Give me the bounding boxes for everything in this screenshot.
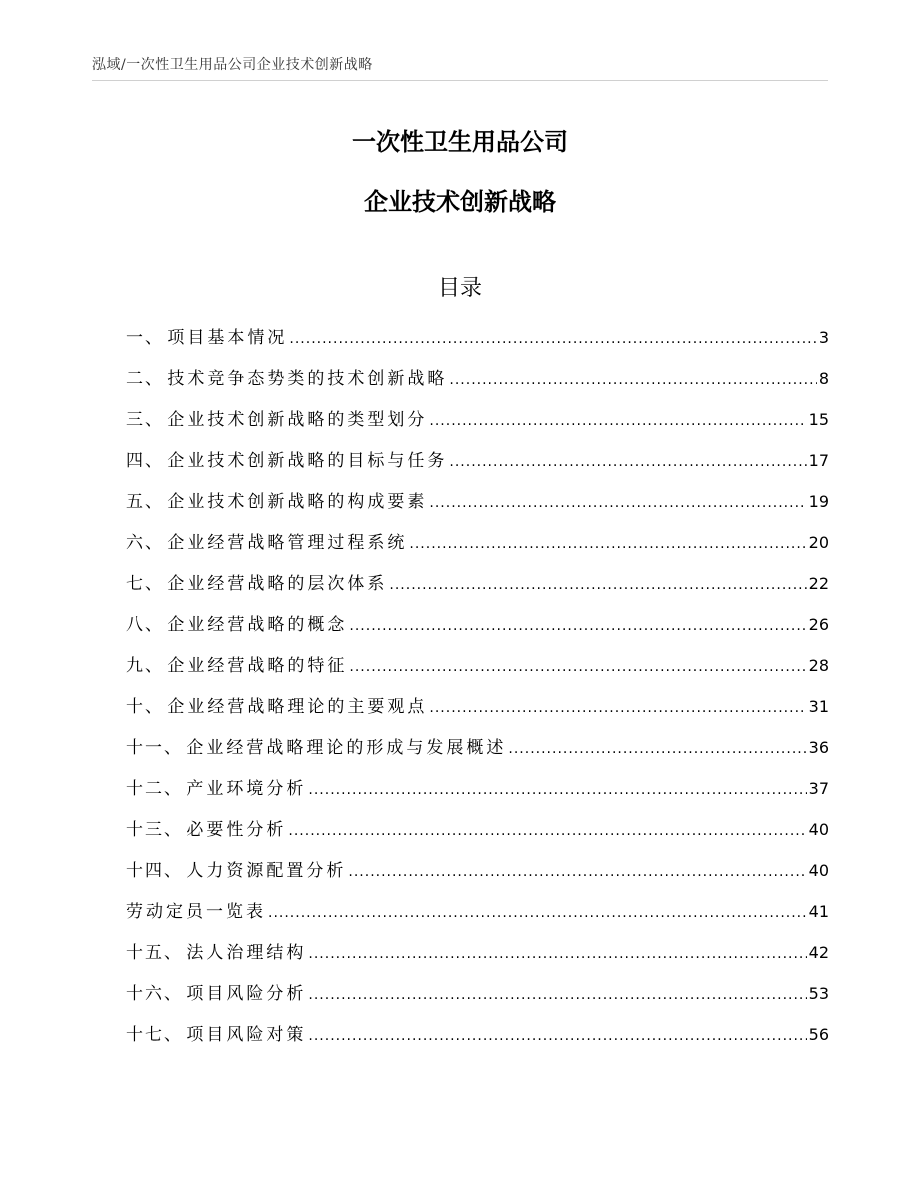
toc-entry-separator: 、 xyxy=(145,369,168,389)
toc-entry-separator: 、 xyxy=(164,861,187,881)
toc-dot-leader xyxy=(308,1019,806,1053)
toc-entry[interactable] xyxy=(126,690,829,731)
toc-entry-number: 六 xyxy=(126,533,145,553)
toc-entry-number: 十五 xyxy=(126,943,164,963)
running-header: 泓域/一次性卫生用品公司企业技术创新战略 xyxy=(92,57,373,73)
toc-entry[interactable] xyxy=(126,936,829,977)
toc-dot-leader xyxy=(409,527,806,561)
toc-entry-number: 四 xyxy=(126,451,145,471)
document-title-line1: 一次性卫生用品公司 xyxy=(352,128,568,156)
toc-entry-separator: 、 xyxy=(145,451,168,471)
toc-entry-page: 8 xyxy=(818,369,829,388)
toc-entry[interactable] xyxy=(126,649,829,690)
toc-entry-page: 19 xyxy=(808,492,829,511)
toc-entry-page: 22 xyxy=(808,574,829,593)
toc-entry-title: 企业经营战略理论的形成与发展概述 xyxy=(186,738,507,758)
toc-entry[interactable] xyxy=(126,526,829,567)
toc-entry-separator: 、 xyxy=(145,410,168,430)
toc-entry[interactable] xyxy=(126,567,829,608)
toc-entry-number: 十四 xyxy=(126,861,164,881)
toc-dot-leader xyxy=(268,896,807,930)
toc-entry[interactable] xyxy=(126,977,829,1018)
toc-dot-leader xyxy=(349,609,806,643)
toc-entry-page: 15 xyxy=(808,410,829,429)
toc-dot-leader xyxy=(348,855,806,889)
toc-dot-leader xyxy=(349,650,806,684)
toc-entry-number: 七 xyxy=(126,574,145,594)
toc-entry-number: 十七 xyxy=(126,1025,164,1045)
toc-entry[interactable] xyxy=(126,772,829,813)
toc-entry-separator: 、 xyxy=(145,656,168,676)
toc-entry-separator: 、 xyxy=(145,574,168,594)
toc-entry-number: 九 xyxy=(126,656,145,676)
toc-entry-title: 产业环境分析 xyxy=(186,779,307,799)
toc-dot-leader xyxy=(308,978,806,1012)
toc-entry[interactable] xyxy=(126,362,829,403)
toc-entry-separator: 、 xyxy=(164,820,187,840)
toc-entry[interactable] xyxy=(126,485,829,526)
toc-dot-leader xyxy=(389,568,806,602)
toc-entry-separator: 、 xyxy=(164,943,187,963)
toc-entry-number: 十 xyxy=(126,697,145,717)
toc-entry-separator: 、 xyxy=(145,615,168,635)
toc-entry-title: 企业技术创新战略的目标与任务 xyxy=(167,451,448,471)
toc-entry-title: 企业经营战略理论的主要观点 xyxy=(167,697,428,717)
toc-entry-separator: 、 xyxy=(145,533,168,553)
toc-entry-number: 十三 xyxy=(126,820,164,840)
toc-entry-page: 26 xyxy=(808,615,829,634)
toc-entry[interactable] xyxy=(126,403,829,444)
toc-dot-leader xyxy=(308,937,806,971)
toc-dot-leader xyxy=(288,814,806,848)
toc-entry-separator: 、 xyxy=(145,697,168,717)
toc-entry-title: 项目风险对策 xyxy=(186,1025,307,1045)
toc-entry-separator: 、 xyxy=(145,492,168,512)
toc-dot-leader xyxy=(449,445,806,479)
toc-entry-page: 40 xyxy=(808,861,829,880)
toc-entry-number: 十六 xyxy=(126,984,164,1004)
toc-entry[interactable] xyxy=(126,854,829,895)
toc-entry-separator: 、 xyxy=(164,738,187,758)
toc-entry-title: 企业经营战略管理过程系统 xyxy=(167,533,408,553)
toc-entry[interactable] xyxy=(126,608,829,649)
toc-entry-separator: 、 xyxy=(164,779,187,799)
toc-heading: 目录 xyxy=(437,276,482,301)
toc-entry-separator: 、 xyxy=(164,1025,187,1045)
toc-entry-title: 企业经营战略的特征 xyxy=(167,656,348,676)
document-title-line2: 企业技术创新战略 xyxy=(364,188,556,216)
header-divider xyxy=(92,80,828,81)
toc-entry[interactable] xyxy=(126,1018,829,1059)
toc-entry-page: 36 xyxy=(808,738,829,757)
toc-entry-page: 17 xyxy=(808,451,829,470)
toc-entry-title: 必要性分析 xyxy=(186,820,287,840)
toc-entry-page: 40 xyxy=(808,820,829,839)
toc-dot-leader xyxy=(508,732,806,766)
toc-entry-title: 项目基本情况 xyxy=(167,328,288,348)
toc-entry[interactable] xyxy=(126,895,829,936)
toc-entry-page: 31 xyxy=(808,697,829,716)
toc-dot-leader xyxy=(308,773,806,807)
toc-entry-page: 53 xyxy=(808,984,829,1003)
toc-entry-number: 三 xyxy=(126,410,145,430)
toc-entry-title: 技术竞争态势类的技术创新战略 xyxy=(167,369,448,389)
toc-dot-leader xyxy=(429,404,806,438)
toc-dot-leader xyxy=(429,691,806,725)
toc-entry-number: 一 xyxy=(126,328,145,348)
toc-dot-leader xyxy=(289,322,816,356)
toc-entry-number: 二 xyxy=(126,369,145,389)
toc-entry-number: 十一 xyxy=(126,738,164,758)
toc-entry-page: 20 xyxy=(808,533,829,552)
toc-entry[interactable] xyxy=(126,731,829,772)
toc-dot-leader xyxy=(449,363,816,397)
toc-entry[interactable] xyxy=(126,321,829,362)
toc-entry-title: 企业技术创新战略的类型划分 xyxy=(167,410,428,430)
toc-entry-title: 项目风险分析 xyxy=(186,984,307,1004)
toc-entry-title: 企业技术创新战略的构成要素 xyxy=(167,492,428,512)
toc-entry-number: 八 xyxy=(126,615,145,635)
toc-entry-page: 3 xyxy=(818,328,829,347)
toc-dot-leader xyxy=(429,486,806,520)
toc-entry-number: 五 xyxy=(126,492,145,512)
toc-entry-page: 42 xyxy=(808,943,829,962)
toc-entry-title: 法人治理结构 xyxy=(186,943,307,963)
toc-entry-page: 37 xyxy=(808,779,829,798)
toc-entry[interactable] xyxy=(126,444,829,485)
toc-entry-page: 28 xyxy=(808,656,829,675)
toc-entry-title: 劳动定员一览表 xyxy=(126,902,266,922)
toc-entry-separator: 、 xyxy=(164,984,187,1004)
toc-entry-page: 41 xyxy=(808,902,829,921)
toc-entry-separator: 、 xyxy=(145,328,168,348)
toc-entry-page: 56 xyxy=(808,1025,829,1044)
toc-entry-title: 人力资源配置分析 xyxy=(186,861,347,881)
toc-entry-title: 企业经营战略的概念 xyxy=(167,615,348,635)
toc-entry[interactable] xyxy=(126,813,829,854)
table-of-contents xyxy=(126,321,829,1059)
toc-entry-title: 企业经营战略的层次体系 xyxy=(167,574,388,594)
toc-entry-number: 十二 xyxy=(126,779,164,799)
